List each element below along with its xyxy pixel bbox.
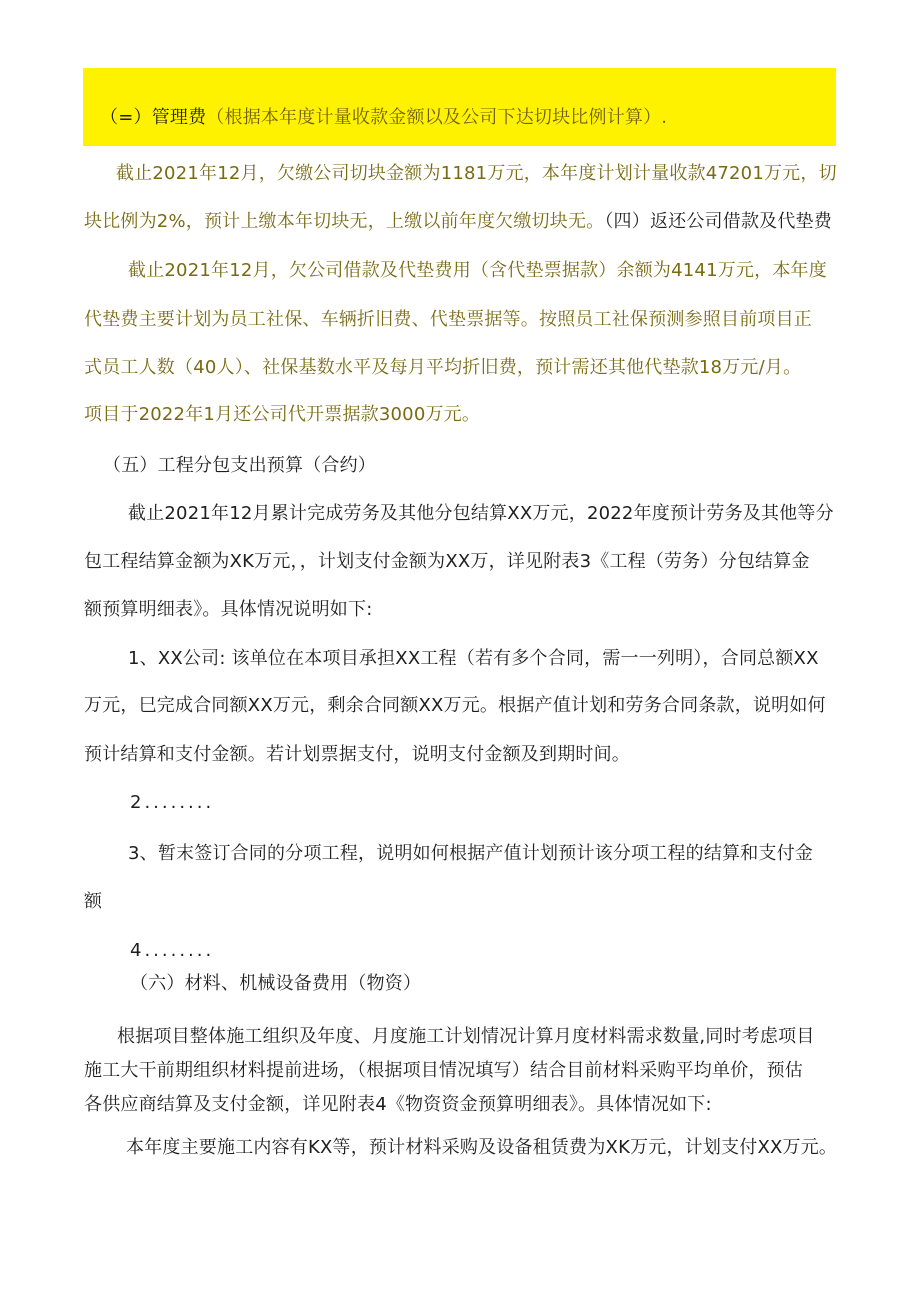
section6-para-line-2: 施工大干前期组织材料提前进场，（根据项目情况填写）结合目前材料采购平均单价，预估 (84, 1060, 803, 1081)
section5-item3-line-1: 3、暂末签订合同的分项工程，说明如何根据产值计划预计该分项工程的结算和支付金 (128, 843, 814, 864)
highlight-heading (100, 107, 667, 129)
section5-item1-line-1: 1、XX公司: 该单位在本项目承担XX工程（若有多个合同，需一一列明），合同总额XX (128, 648, 819, 669)
section6-para2: 本年度主要施工内容有KX等，预计材料采购及设备租赁费为XK万元，计划支付XX万元。 (126, 1137, 838, 1158)
loan-para-line-1: 截止2021年12月，欠公司借款及代垫费用（含代垫票据款）余额为4141万元，本年度 (128, 260, 827, 281)
section5-item3-line-2: 额 (84, 891, 103, 912)
heading-prefix: （=） (100, 107, 152, 128)
loan-para-line-2: 代垫费主要计划为员工社保、车辆折旧费、代垫票据等。按照员工社保预测参照目前项目正 (84, 309, 812, 330)
section5-item4: 4........ (130, 940, 215, 961)
heading-title: 管理费 (151, 107, 207, 128)
loan-para-line-3: 式员工人数（40人）、社保基数水平及每月平均折旧费，预计需还其他代垫款18万元/月。 (84, 357, 802, 378)
section5-heading: （五）工程分包支出预算（合约） (103, 455, 376, 476)
mgmt-para-line-2-text: 块比例为2%，预计上缴本年切块无，上缴以前年度欠缴切块无。 (84, 211, 605, 232)
mgmt-para-line-2 (84, 211, 832, 233)
mgmt-para-line-1: 截止2021年12月，欠缴公司切块金额为1181万元，本年度计划计量收款47201万元，切 (116, 163, 837, 184)
section5-item2: 2........ (130, 792, 215, 813)
heading-detail: （根据本年度计量收款金额以及公司下达切块比例计算）. (206, 107, 668, 128)
section5-para-line-2: 包工程结算金额为XK万元，，计划支付金额为XX万，详见附表3《工程（劳务）分包结算金 (84, 551, 810, 572)
section6-para-line-1: 根据项目整体施工组织及年度、月度施工计划情况计算月度材料需求数量,同时考虑项目 (117, 1026, 815, 1047)
section5-item1-line-2: 万元，巳完成合同额XX万元，剩余合同额XX万元。根据产值计划和劳务合同条款，说明如何 (84, 695, 826, 716)
loan-para-line-4: 项目于2022年1月还公司代开票据款3000万元。 (84, 404, 481, 425)
section5-para-line-1: 截止2021年12月累计完成劳务及其他分包结算XX万元，2022年度预计劳务及其他等分 (128, 503, 834, 524)
section6-heading: （六）材料、机械设备费用（物资） (130, 973, 422, 994)
section5-item1-line-3: 预计结算和支付金额。若计划票据支付，说明支付金额及到期时间。 (84, 744, 630, 765)
section5-para-line-3: 额预算明细表》。具体情况说明如下: (84, 599, 373, 620)
section4-heading: （四）返还公司借款及代垫费 (604, 211, 832, 232)
section6-para-line-3: 各供应商结算及支付金额，详见附表4《物资资金预算明细表》。具体情况如下: (84, 1094, 712, 1115)
